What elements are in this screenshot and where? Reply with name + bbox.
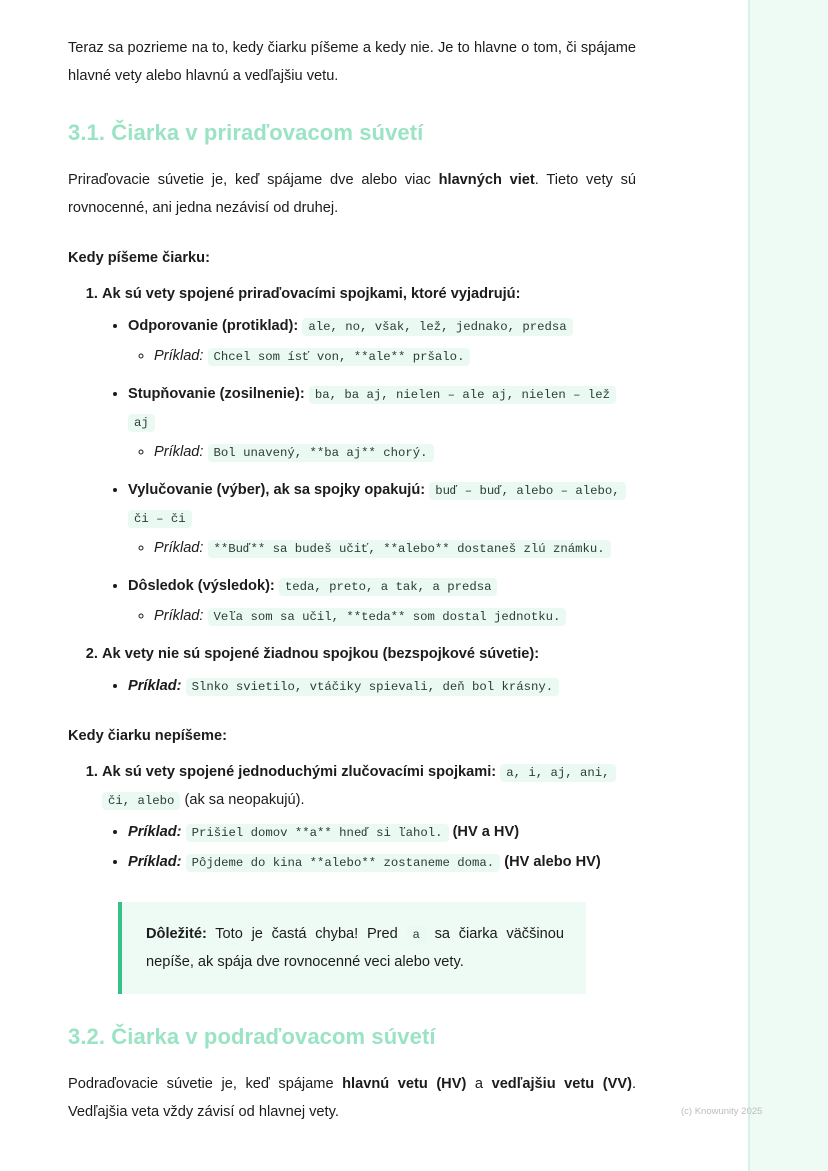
example-item bbox=[128, 818, 636, 846]
example-list bbox=[128, 438, 636, 466]
example-label: Príklad: bbox=[154, 540, 204, 556]
paragraph-end: . Vedľajšia veta vždy závisí od hlavnej vety. bbox=[68, 1076, 636, 1120]
sub-item-odporovanie bbox=[128, 312, 636, 370]
rule-item-1 bbox=[102, 280, 636, 630]
nowrite-example-list bbox=[102, 818, 636, 876]
example-code: **Buď** sa budeš učiť, **alebo** dostaneš zlú známku. bbox=[208, 540, 611, 558]
sub-item-stupnovanie bbox=[128, 380, 636, 466]
sub-item-code: ale, no, však, lež, jednako, predsa bbox=[302, 318, 572, 336]
lead-when-not-write-comma: Kedy čiarku nepíšeme: bbox=[68, 728, 227, 744]
important-callout bbox=[118, 902, 586, 994]
rules-when-write-list bbox=[68, 280, 636, 700]
example-code: Prišiel domov **a** hneď si ľahol. bbox=[186, 824, 449, 842]
rule-item-1-label: Ak sú vety spojené priraďovacími spojkami, ktoré vyjadrujú: bbox=[102, 286, 521, 302]
sub-item-vylucovanie bbox=[128, 476, 636, 562]
example-label: Príklad: bbox=[154, 608, 204, 624]
sub-item-code: buď – buď, alebo – alebo, či – či bbox=[128, 482, 626, 528]
example-code: Slnko svietilo, vtáčiky spievali, deň bol krásny. bbox=[186, 678, 560, 696]
section-3-2-paragraph bbox=[68, 1070, 636, 1126]
paragraph-bold-vv: vedľajšiu vetu (VV) bbox=[491, 1076, 632, 1092]
example-item bbox=[128, 672, 636, 700]
paragraph-mid: a bbox=[466, 1076, 492, 1092]
example-item bbox=[154, 438, 636, 466]
section-heading-3-1: 3.1. Čiarka v priraďovacom súvetí bbox=[68, 120, 424, 145]
lead-when-write-comma: Kedy píšeme čiarku: bbox=[68, 250, 210, 266]
example-label: Príklad: bbox=[128, 678, 182, 694]
paragraph-start: Podraďovacie súvetie je, keď spájame bbox=[68, 1076, 343, 1092]
example-list bbox=[128, 342, 636, 370]
rule-item-2-label: Ak vety nie sú spojené žiadnou spojkou (bezspojkové súvetie): bbox=[102, 646, 540, 662]
example-item bbox=[128, 848, 636, 876]
rule-item-2 bbox=[102, 640, 636, 700]
nowrite-rule-item-1 bbox=[102, 758, 636, 876]
callout-label: Dôležité: bbox=[146, 926, 207, 942]
example-label: Príklad: bbox=[128, 824, 182, 840]
sub-item-code: ba, ba aj, nielen – ale aj, nielen – lež aj bbox=[128, 386, 616, 432]
rule-item-2-sublist bbox=[102, 672, 636, 700]
paragraph-bold-hv: hlavnú vetu (HV) bbox=[342, 1076, 467, 1092]
section-3-1-intro-paragraph bbox=[68, 166, 636, 222]
rules-when-not-write-list bbox=[68, 758, 636, 876]
page-right-margin-rule bbox=[748, 0, 750, 1171]
sub-item-label: Dôsledok (výsledok): bbox=[128, 578, 275, 594]
rule-item-1-sublist bbox=[102, 312, 636, 630]
sub-item-label: Odporovanie (protiklad): bbox=[128, 318, 299, 334]
example-code: Bol unavený, **ba aj** chorý. bbox=[208, 444, 434, 462]
section-heading-3-2: 3.2. Čiarka v podraďovacom súvetí bbox=[68, 1024, 436, 1049]
callout-code: a bbox=[407, 926, 426, 944]
example-code: Pôjdeme do kina **alebo** zostaneme doma. bbox=[186, 854, 501, 872]
sub-item-dosledok bbox=[128, 572, 636, 630]
callout-text-before: Toto je častá chyba! Pred bbox=[215, 926, 398, 942]
nowrite-rule-code: a, i, aj, ani, či, alebo bbox=[102, 764, 616, 810]
example-list bbox=[128, 534, 636, 562]
paragraph-text-a-rest: . Tieto vety sú rovnocenné, ani jedna nezávisí od druhej. bbox=[68, 172, 637, 216]
example-code: Veľa som sa učil, **teda** som dostal jednotku. bbox=[208, 608, 567, 626]
sub-item-label: Vylučovanie (výber), ak sa spojky opakujú: bbox=[128, 482, 426, 498]
intro-paragraph: Teraz sa pozrieme na to, kedy čiarku píšeme a kedy nie. Je to hlavne o tom, či spájame hlavné vety alebo hlavnú a vedľajšiu vetu. bbox=[68, 40, 636, 84]
paragraph-text-a: Priraďovacie súvetie je, keď spájame dve alebo viac bbox=[68, 172, 439, 188]
sub-item-code: teda, preto, a tak, a predsa bbox=[279, 578, 498, 596]
example-item bbox=[154, 342, 636, 370]
example-label: Príklad: bbox=[128, 854, 182, 870]
example-code: Chcel som ísť von, **ale** pršalo. bbox=[208, 348, 471, 366]
example-tail: (HV a HV) bbox=[452, 824, 520, 840]
nowrite-rule-label: Ak sú vety spojené jednoduchými zlučovacími spojkami: bbox=[102, 764, 497, 780]
nowrite-rule-tail: (ak sa neopakujú). bbox=[184, 792, 305, 808]
page-right-margin-band bbox=[748, 0, 828, 1171]
document-content bbox=[68, 34, 636, 1126]
example-tail: (HV alebo HV) bbox=[504, 854, 601, 870]
example-item bbox=[154, 602, 636, 630]
example-label: Príklad: bbox=[154, 444, 204, 460]
example-list bbox=[128, 602, 636, 630]
example-item bbox=[154, 534, 636, 562]
example-label: Príklad: bbox=[154, 348, 204, 364]
callout-text-after: sa čiarka väčšinou nepíše, ak spája dve rovnocenné veci alebo vety. bbox=[146, 926, 564, 970]
sub-item-label: Stupňovanie (zosilnenie): bbox=[128, 386, 305, 402]
copyright-footer: (c) Knowunity 2025 bbox=[681, 1106, 763, 1117]
paragraph-bold-hlavnych-viet: hlavných viet bbox=[438, 172, 535, 188]
